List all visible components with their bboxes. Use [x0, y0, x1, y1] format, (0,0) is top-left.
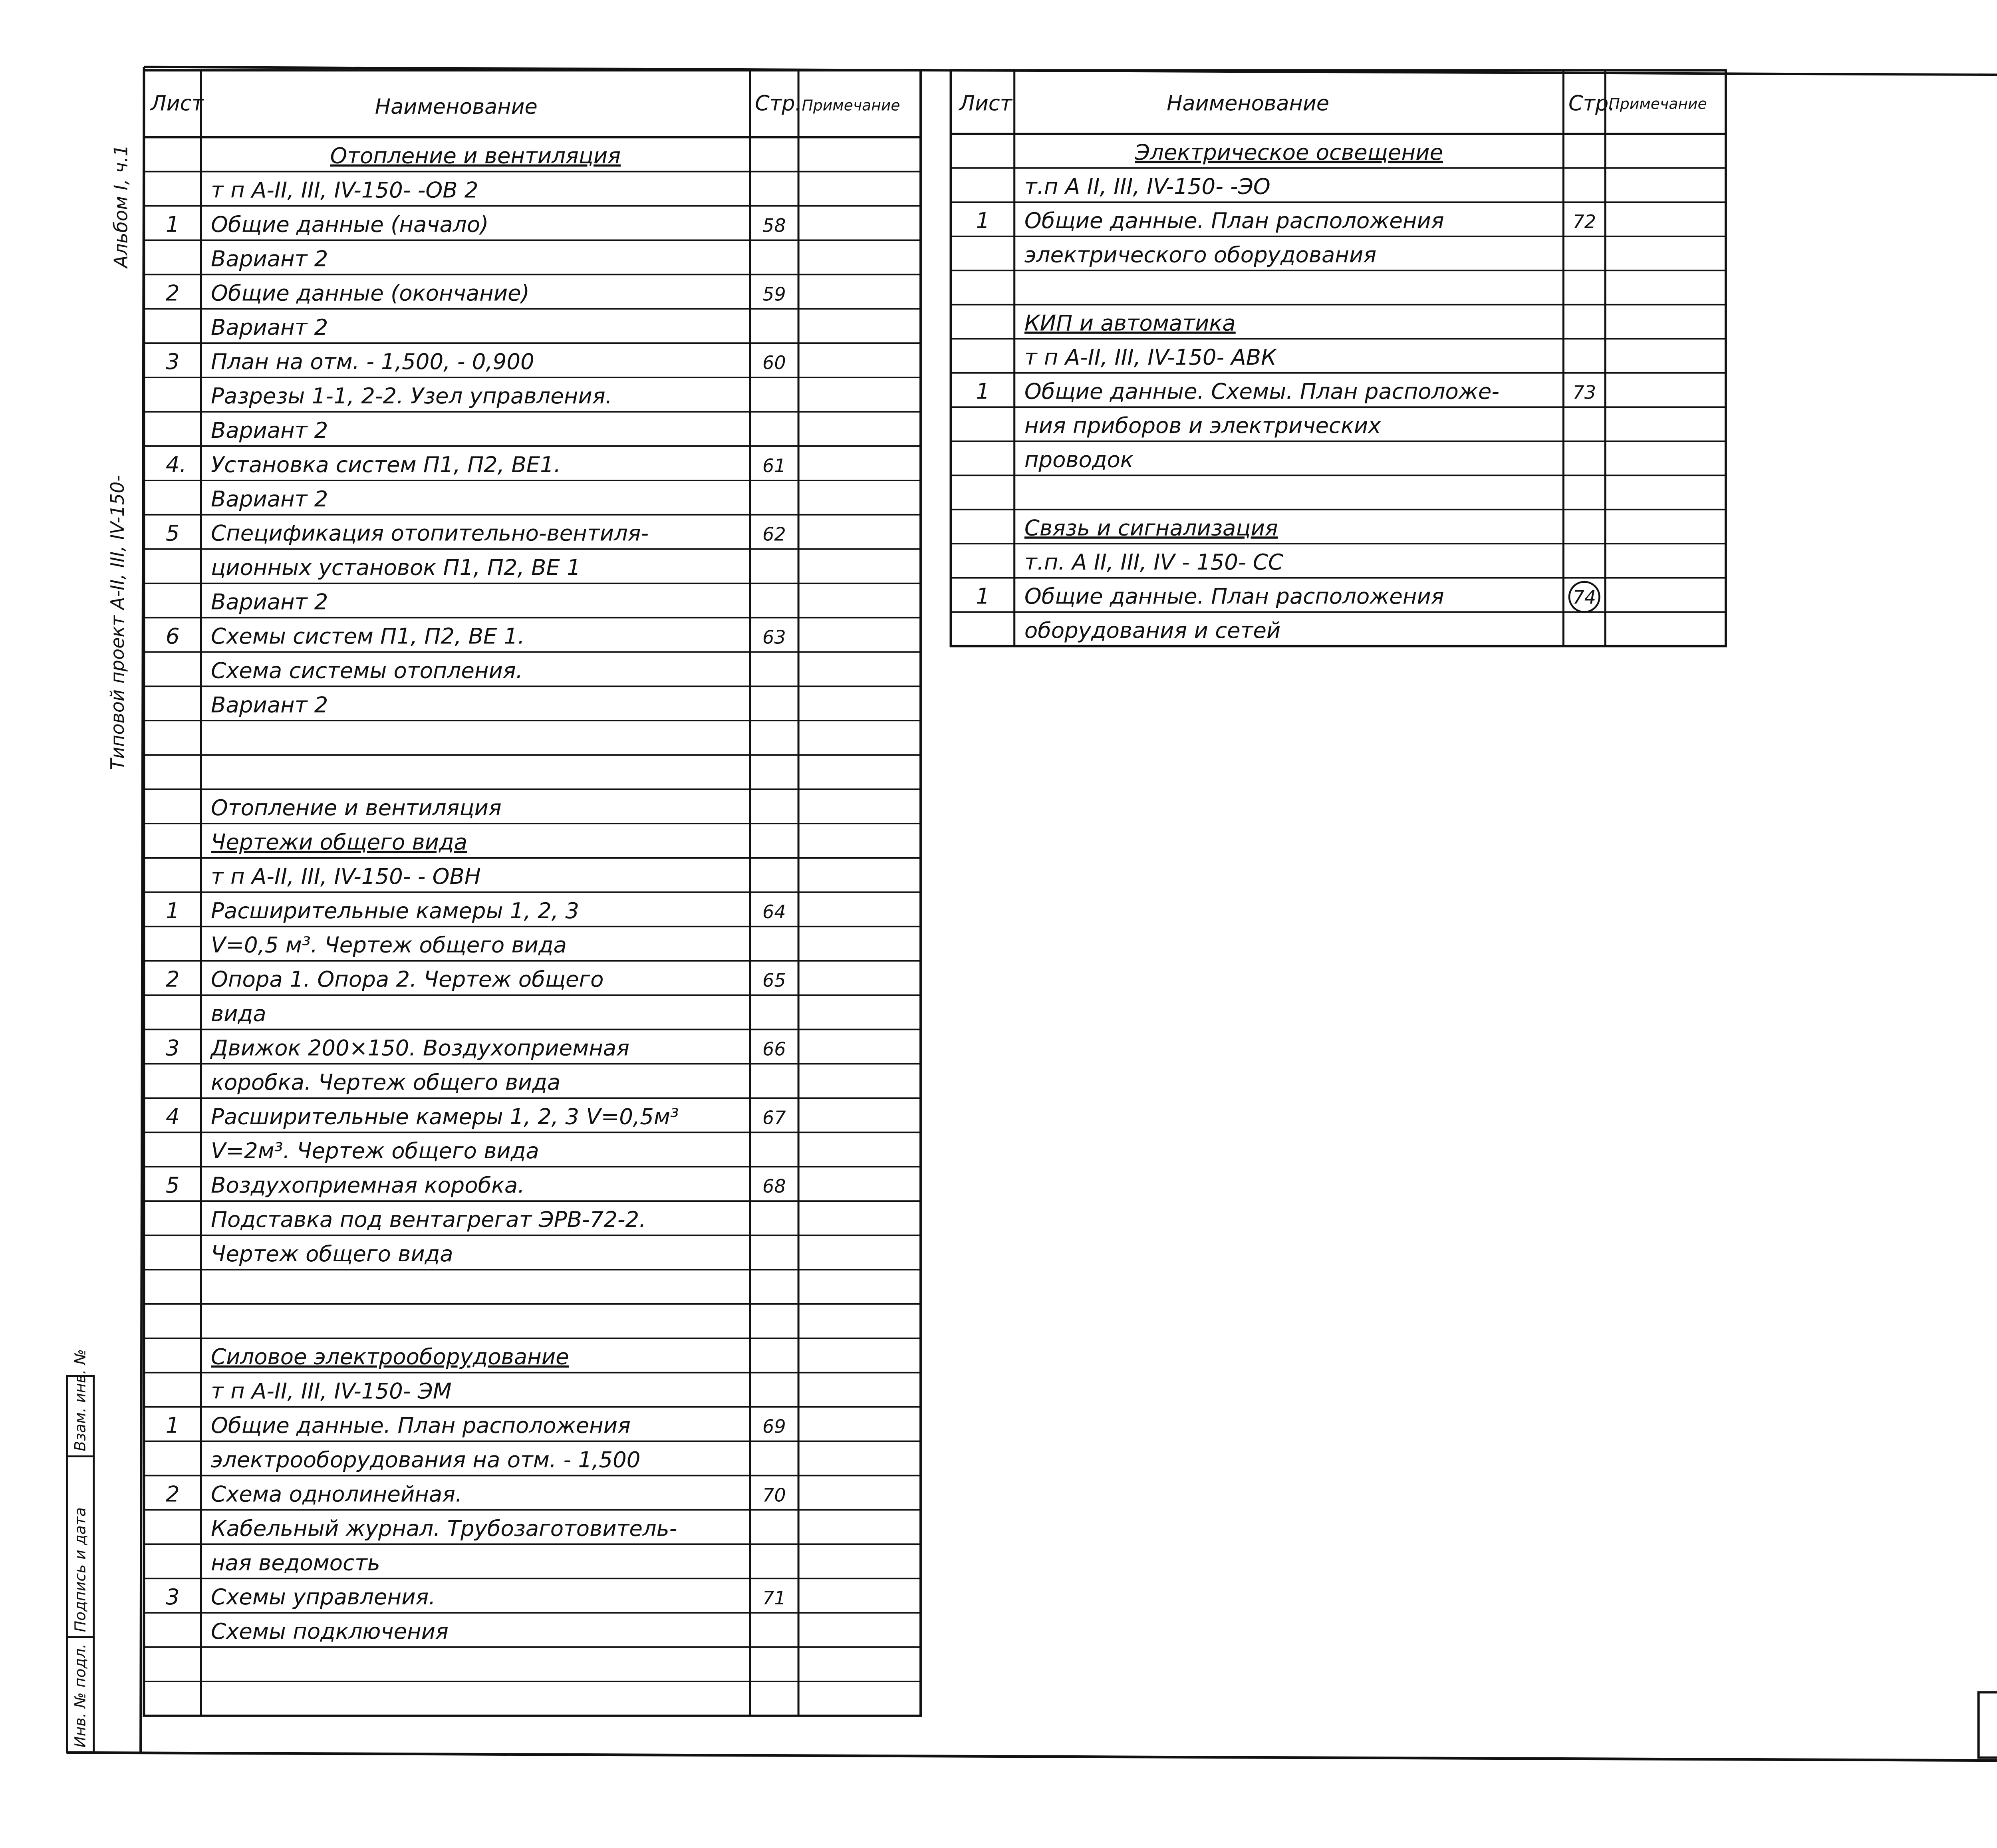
- row-name: Расширительные камеры 1, 2, 3: [211, 897, 580, 923]
- right-header-sheet: Лист: [959, 91, 1012, 116]
- row-name: Расширительные камеры 1, 2, 3 V=0,5м³: [211, 1104, 679, 1129]
- row-page: 66: [762, 1038, 786, 1060]
- row-name: Общие данные (начало): [211, 211, 489, 237]
- row-name: Силовое электрооборудование: [211, 1344, 569, 1370]
- row-page: 61: [762, 455, 786, 476]
- row-sheet-number: 2: [165, 1481, 180, 1507]
- row-name: т п А-II, III, IV-150- АВК: [1024, 344, 1276, 370]
- row-sheet-number: 2: [165, 966, 180, 992]
- row-name: Вариант 2: [211, 246, 328, 272]
- row-page: 63: [762, 626, 786, 648]
- row-name: т п А-II, III, IV-150- ЭМ: [211, 1378, 452, 1404]
- project-label: Типовой проект А-II, III, IV-150-: [107, 475, 129, 770]
- row-name: Разрезы 1-1, 2-2. Узел управления.: [211, 383, 612, 409]
- row-name: Схемы систем П1, П2, ВЕ 1.: [211, 623, 525, 649]
- row-name: проводок: [1024, 447, 1133, 472]
- row-sheet-number: 1: [165, 1412, 180, 1438]
- row-name: Общие данные (окончание): [211, 280, 530, 306]
- right-header-page: Стр.: [1568, 91, 1615, 116]
- row-name: Связь и сигнализация: [1024, 515, 1278, 541]
- row-name: коробка. Чертеж общего вида: [211, 1069, 561, 1095]
- row-name: Электрическое освещение: [1135, 139, 1443, 165]
- left-table-rows: [166, 143, 786, 1644]
- row-sheet-number: 5: [165, 1172, 180, 1198]
- row-name: Опора 1. Опора 2. Чертеж общего: [211, 966, 604, 992]
- row-name: Подставка под вентагрегат ЭРВ-72-2.: [211, 1207, 646, 1233]
- row-name: Спецификация отопительно-вентиля-: [211, 520, 649, 546]
- row-sheet-number: 6: [165, 623, 180, 649]
- row-name: Движок 200×150. Воздухоприемная: [211, 1035, 629, 1061]
- row-page: 64: [762, 901, 786, 923]
- row-sheet-number: 3: [165, 349, 180, 375]
- right-header-note: Примечание: [1608, 95, 1707, 113]
- right-index-table: [951, 70, 1725, 646]
- row-name: КИП и автоматика: [1024, 310, 1236, 336]
- row-name: Вариант 2: [211, 486, 328, 512]
- left-header-note: Примечание: [802, 96, 900, 114]
- row-name: Общие данные. Схемы. План расположе-: [1024, 378, 1500, 404]
- row-sheet-number: 3: [165, 1584, 180, 1610]
- row-name: Вариант 2: [211, 692, 328, 718]
- row-name: т п А-II, III, IV-150- -ОВ 2: [211, 177, 478, 203]
- left-index-table: [144, 70, 921, 1716]
- row-sheet-number: 1: [976, 583, 990, 609]
- row-name: Чертежи общего вида: [211, 829, 468, 855]
- row-page: 73: [1572, 381, 1596, 403]
- right-table-rows: [976, 139, 1599, 643]
- row-name: Схема однолинейная.: [211, 1481, 463, 1507]
- row-name: оборудования и сетей: [1024, 617, 1281, 643]
- row-sheet-number: 5: [165, 520, 180, 546]
- row-page: 59: [762, 283, 786, 305]
- row-page: 58: [762, 214, 786, 236]
- stamp-label-sign: Подпись и дата: [71, 1507, 89, 1632]
- album-label: Альбом I, ч.1: [110, 145, 132, 268]
- row-page: 72: [1572, 210, 1596, 232]
- row-sheet-number: 1: [976, 207, 990, 233]
- stamp-label-replace: Взам. инв. №: [71, 1349, 89, 1451]
- row-sheet-number: 1: [976, 378, 990, 404]
- row-name: Вариант 2: [211, 417, 328, 443]
- left-header-name: Наименование: [375, 94, 538, 119]
- row-name: План на отм. - 1,500, - 0,900: [211, 349, 534, 375]
- row-page: 69: [762, 1415, 786, 1437]
- row-name: Кабельный журнал. Трубозаготовитель-: [211, 1515, 677, 1541]
- row-sheet-number: 1: [165, 897, 180, 923]
- row-name: Схемы управления.: [211, 1584, 436, 1610]
- row-name: Чертеж общего вида: [211, 1241, 453, 1266]
- row-name: ционных установок П1, П2, ВЕ 1: [211, 554, 581, 580]
- row-name: т.п. А II, III, IV - 150- СС: [1024, 549, 1283, 575]
- left-header-page: Стр.: [755, 91, 802, 116]
- row-page: 62: [762, 523, 786, 545]
- row-page: 74: [1572, 586, 1596, 608]
- row-sheet-number: 3: [165, 1035, 180, 1061]
- row-name: Общие данные. План расположения: [1024, 583, 1444, 609]
- row-sheet-number: 2: [165, 280, 180, 306]
- row-name: Общие данные. План расположения: [1024, 207, 1444, 233]
- row-name: Схема системы отопления.: [211, 657, 523, 683]
- title-block: [1979, 1563, 1997, 1792]
- row-name: Вариант 2: [211, 589, 328, 615]
- row-sheet-number: 1: [165, 211, 180, 237]
- row-page: 71: [762, 1587, 786, 1609]
- row-page: 60: [762, 352, 786, 374]
- row-name: ния приборов и электрических: [1024, 412, 1381, 438]
- row-page: 70: [762, 1484, 786, 1506]
- row-page: 68: [762, 1175, 786, 1197]
- row-name: вида: [211, 1000, 266, 1026]
- row-name: т.п А II, III, IV-150- -ЭО: [1024, 173, 1270, 199]
- row-sheet-number: 4: [165, 1104, 180, 1129]
- row-name: Схемы подключения: [211, 1618, 449, 1644]
- row-name: Отопление и вентиляция: [330, 143, 621, 169]
- row-name: Общие данные. План расположения: [211, 1412, 631, 1438]
- row-page: 65: [762, 969, 786, 991]
- row-name: V=2м³. Чертеж общего вида: [211, 1138, 539, 1164]
- row-name: электрооборудования на отм. - 1,500: [211, 1447, 641, 1473]
- row-name: Воздухоприемная коробка.: [211, 1172, 525, 1198]
- row-name: Отопление и вентиляция: [211, 795, 502, 821]
- row-name: т п А-II, III, IV-150- - ОВН: [211, 863, 481, 889]
- row-name: ная ведомость: [211, 1550, 380, 1576]
- row-name: Установка систем П1, П2, ВЕ1.: [211, 451, 561, 477]
- row-page: 67: [762, 1107, 786, 1129]
- left-header-sheet: Лист: [151, 91, 204, 116]
- row-name: V=0,5 м³. Чертеж общего вида: [211, 932, 567, 958]
- row-sheet-number: 4.: [165, 451, 187, 477]
- stamp-label-inv: Инв. № подл.: [71, 1644, 89, 1748]
- row-name: Вариант 2: [211, 314, 328, 340]
- side-stamp: [67, 145, 132, 1753]
- row-name: электрического оборудования: [1024, 242, 1377, 268]
- right-header-name: Наименование: [1167, 91, 1330, 116]
